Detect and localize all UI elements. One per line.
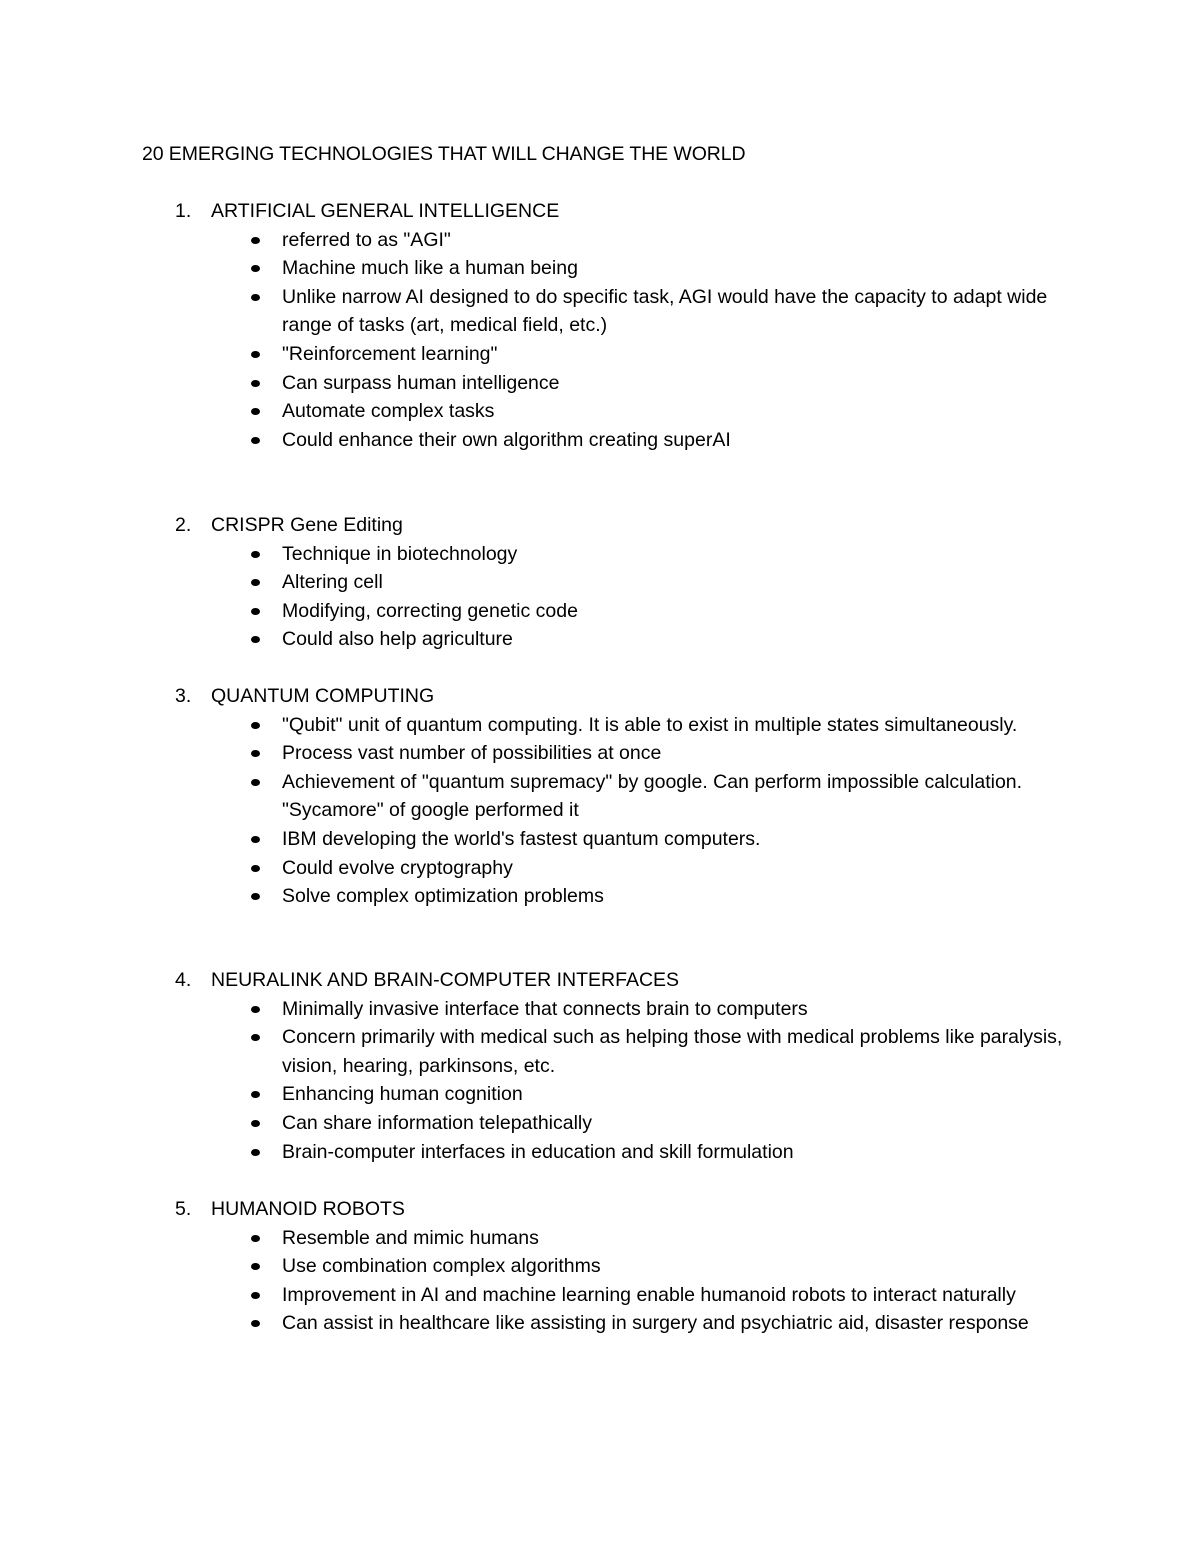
bullet-dot-icon [251,636,260,643]
bullet-dot-icon [251,1292,260,1299]
bullet-text: referred to as "AGI" [282,228,451,251]
bullet-text: Process vast number of possibilities at once [282,742,662,765]
bullet-text: Modifying, correcting genetic code [282,599,578,622]
bullet-text: Solve complex optimization problems [282,885,604,908]
document-title: 20 EMERGING TECHNOLOGIES THAT WILL CHANGE THE WORLD [142,143,746,165]
bullet-text: Altering cell [282,571,383,594]
bullet-item [0,739,1072,768]
bullet-dot-icon [251,1320,260,1327]
bullet-dot-icon [251,722,260,729]
section-title: ARTIFICIAL GENERAL INTELLIGENCE [211,200,560,222]
bullet-text: Resemble and mimic humans [282,1226,539,1249]
bullet-item [0,1109,1072,1138]
bullet-dot-icon [251,408,260,415]
bullet-item [0,1080,1072,1109]
bullet-dot-icon [251,265,260,272]
section-number: 1. [175,200,192,222]
bullet-item [0,995,1072,1024]
bullet-item [0,882,1072,911]
section-title: NEURALINK AND BRAIN-COMPUTER INTERFACES [211,969,680,991]
bullet-item [0,711,1072,740]
bullet-dot-icon [251,237,260,244]
section-number: 2. [175,514,192,536]
bullet-text: Can surpass human intelligence [282,371,560,394]
section-heading [0,682,1200,711]
bullet-item [0,283,1072,340]
bullet-item [0,540,1072,569]
section-title: HUMANOID ROBOTS [211,1198,405,1220]
bullet-item [0,854,1072,883]
bullet-dot-icon [251,437,260,444]
bullet-dot-icon [251,294,260,301]
section-heading [0,511,1200,540]
bullet-dot-icon [251,1235,260,1242]
bullet-dot-icon [251,351,260,358]
bullet-dot-icon [251,1034,260,1041]
bullet-list [0,1224,1200,1338]
section-4 [0,966,1200,1166]
bullet-text: Achievement of "quantum supremacy" by google. Can perform impossible calculation. "Sycamore" of google performed it [282,770,1023,822]
bullet-text: Can share information telepathically [282,1111,593,1134]
bullet-dot-icon [251,1120,260,1127]
section-number: 4. [175,969,192,991]
bullet-text: Could enhance their own algorithm creating superAI [282,428,731,451]
bullet-item [0,397,1072,426]
bullet-item [0,568,1072,597]
bullet-item [0,369,1072,398]
bullet-dot-icon [251,551,260,558]
bullet-item [0,340,1072,369]
bullet-text: Improvement in AI and machine learning enable humanoid robots to interact naturally [282,1283,1016,1306]
bullet-item [0,825,1072,854]
bullet-list [0,540,1200,654]
bullet-item [0,625,1072,654]
section-heading [0,966,1200,995]
section-1 [0,197,1200,454]
bullet-text: Technique in biotechnology [282,542,518,565]
bullet-item [0,1309,1072,1338]
bullet-item [0,1023,1072,1080]
bullet-text: Brain-computer interfaces in education and skill formulation [282,1140,794,1163]
bullet-item [0,768,1072,825]
bullet-dot-icon [251,1263,260,1270]
bullet-text: Can assist in healthcare like assisting in surgery and psychiatric aid, disaster response [282,1312,1029,1335]
bullet-text: Enhancing human cognition [282,1083,523,1106]
bullet-item [0,1281,1072,1310]
bullet-text: IBM developing the world's fastest quantum computers. [282,827,761,850]
bullet-item [0,426,1072,455]
bullet-dot-icon [251,865,260,872]
section-title: QUANTUM COMPUTING [211,685,435,707]
bullet-list [0,995,1200,1167]
bullet-text: "Qubit" unit of quantum computing. It is able to exist in multiple states simultaneously. [282,713,1018,736]
bullet-text: Unlike narrow AI designed to do specific task, AGI would have the capacity to adapt wide range of tasks (art, medical field, etc.) [282,285,1048,337]
bullet-list [0,711,1200,911]
bullet-item [0,1138,1072,1167]
bullet-list [0,226,1200,455]
bullet-dot-icon [251,1006,260,1013]
bullet-dot-icon [251,1091,260,1098]
bullet-dot-icon [251,579,260,586]
bullet-dot-icon [251,779,260,786]
section-heading [0,1195,1200,1224]
bullet-item [0,226,1072,255]
bullet-dot-icon [251,608,260,615]
bullet-item [0,254,1072,283]
section-heading [0,197,1200,226]
section-5 [0,1195,1200,1338]
bullet-text: "Reinforcement learning" [282,342,498,365]
bullet-item [0,1252,1072,1281]
bullet-dot-icon [251,836,260,843]
bullet-text: Automate complex tasks [282,400,495,423]
bullet-dot-icon [251,380,260,387]
section-title: CRISPR Gene Editing [211,514,403,536]
bullet-text: Could also help agriculture [282,628,513,651]
bullet-dot-icon [251,1149,260,1156]
section-3 [0,682,1200,911]
bullet-dot-icon [251,893,260,900]
section-number: 3. [175,685,192,707]
bullet-text: Use combination complex algorithms [282,1255,601,1278]
bullet-text: Concern primarily with medical such as helping those with medical problems like paralysis, vision, hearing, parkinsons, etc. [282,1026,1063,1077]
bullet-item [0,597,1072,626]
bullet-dot-icon [251,750,260,757]
bullet-text: Could evolve cryptography [282,856,513,879]
bullet-text: Machine much like a human being [282,257,578,280]
section-number: 5. [175,1198,192,1220]
section-2 [0,511,1200,654]
bullet-item [0,1224,1072,1253]
bullet-text: Minimally invasive interface that connects brain to computers [282,997,808,1020]
